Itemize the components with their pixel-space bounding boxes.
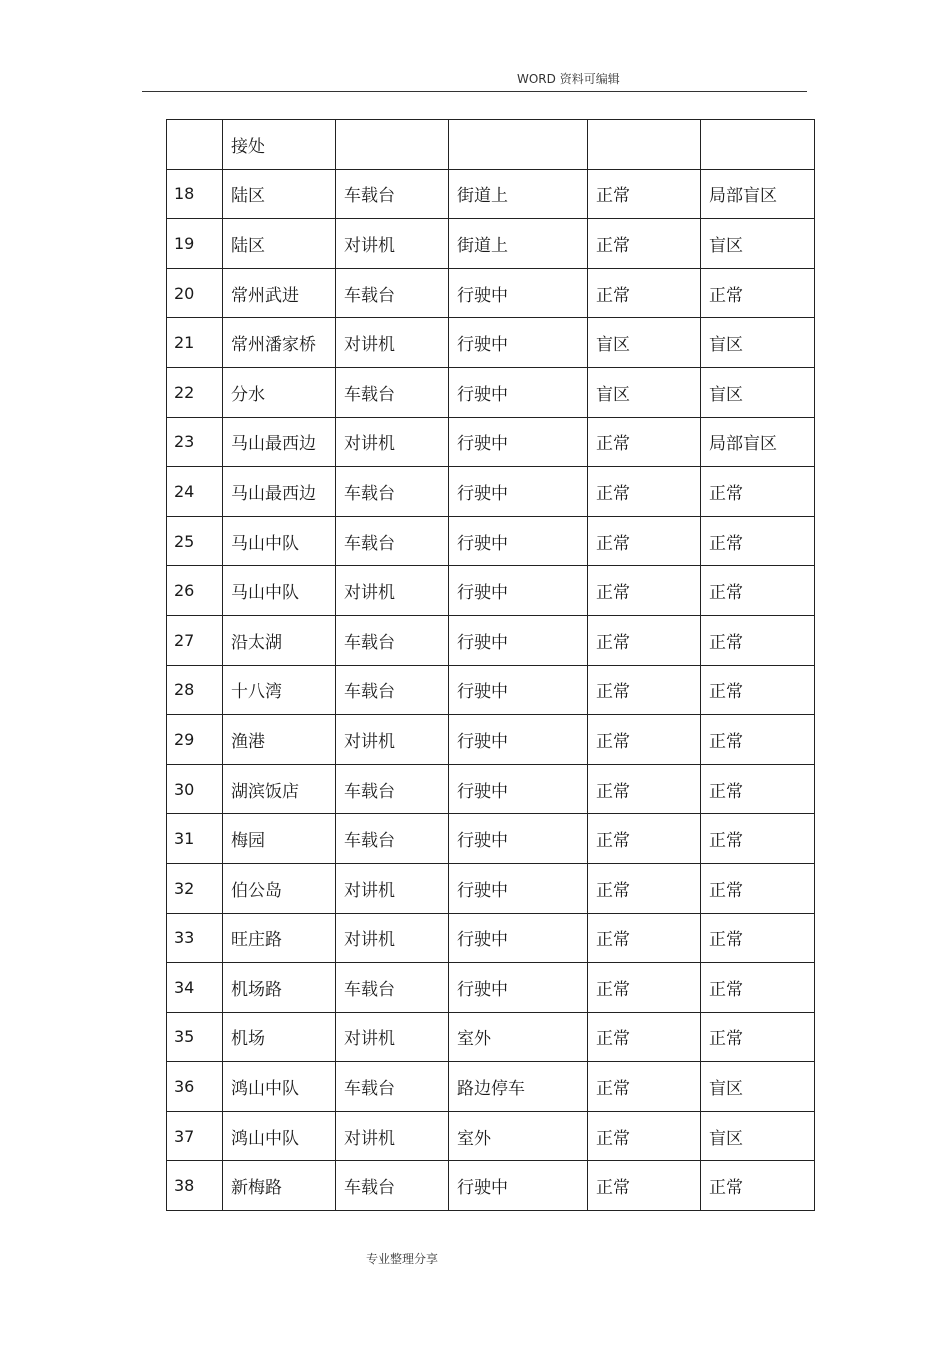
table-cell: 陆区: [223, 169, 336, 219]
table-cell: 行驶中: [449, 467, 588, 517]
row-number-cell: 22: [167, 367, 223, 417]
table-cell: 行驶中: [449, 566, 588, 616]
table-cell: 盲区: [701, 318, 815, 368]
row-number-cell: 34: [167, 963, 223, 1013]
table-cell: 车载台: [336, 1161, 449, 1211]
table-row: [167, 963, 815, 1013]
row-number-cell: 35: [167, 1012, 223, 1062]
table-cell: 正常: [701, 566, 815, 616]
table-cell: 车载台: [336, 169, 449, 219]
table-cell: 正常: [588, 1111, 701, 1161]
table-row: [167, 764, 815, 814]
table-cell: 车载台: [336, 764, 449, 814]
table-cell: 正常: [701, 913, 815, 963]
table-cell: 行驶中: [449, 963, 588, 1013]
row-number-cell: 29: [167, 715, 223, 765]
table-cell: 对讲机: [336, 1111, 449, 1161]
table-cell: 对讲机: [336, 1012, 449, 1062]
table-cell: 正常: [588, 863, 701, 913]
table-cell: 正常: [701, 615, 815, 665]
table-row: [167, 516, 815, 566]
table-cell: 行驶中: [449, 665, 588, 715]
table-cell: 行驶中: [449, 516, 588, 566]
table-cell: 行驶中: [449, 814, 588, 864]
table-cell: 街道上: [449, 169, 588, 219]
table-cell: 正常: [588, 665, 701, 715]
table-cell: 对讲机: [336, 318, 449, 368]
table-cell: 路边停车: [449, 1062, 588, 1112]
table-cell: 车载台: [336, 467, 449, 517]
table-cell: 行驶中: [449, 367, 588, 417]
table-cell: 行驶中: [449, 417, 588, 467]
table-cell: 正常: [588, 1161, 701, 1211]
row-number-cell: 37: [167, 1111, 223, 1161]
table-cell: 正常: [588, 615, 701, 665]
table-cell: 正常: [701, 467, 815, 517]
table-row: [167, 814, 815, 864]
table-cell: 室外: [449, 1111, 588, 1161]
table-row: [167, 1111, 815, 1161]
table-row: [167, 219, 815, 269]
table-cell: 盲区: [701, 219, 815, 269]
table-cell: 正常: [588, 268, 701, 318]
table-cell: 盲区: [588, 318, 701, 368]
table-row: [167, 1012, 815, 1062]
table-cell: 正常: [588, 417, 701, 467]
table-cell: 正常: [701, 268, 815, 318]
table-cell: [336, 120, 449, 170]
data-table: [166, 119, 815, 1211]
row-number-cell: 32: [167, 863, 223, 913]
row-number-cell: [167, 120, 223, 170]
table-cell: 正常: [588, 963, 701, 1013]
table-cell: 鸿山中队: [223, 1062, 336, 1112]
table-cell: 行驶中: [449, 1161, 588, 1211]
table-cell: 正常: [588, 1062, 701, 1112]
table-row: [167, 615, 815, 665]
table-cell: 正常: [588, 814, 701, 864]
table-cell: 梅园: [223, 814, 336, 864]
table-row: [167, 665, 815, 715]
row-number-cell: 27: [167, 615, 223, 665]
row-number-cell: 38: [167, 1161, 223, 1211]
table-cell: 正常: [701, 516, 815, 566]
table-cell: 正常: [588, 219, 701, 269]
table-cell: 局部盲区: [701, 417, 815, 467]
row-number-cell: 28: [167, 665, 223, 715]
table-row: [167, 367, 815, 417]
row-number-cell: 24: [167, 467, 223, 517]
table-row: [167, 715, 815, 765]
table-cell: 正常: [701, 1012, 815, 1062]
header-text: WORD 资料可编辑: [517, 72, 620, 86]
table-cell: 车载台: [336, 615, 449, 665]
table-cell: 接处: [223, 120, 336, 170]
table-cell: 行驶中: [449, 268, 588, 318]
table-cell: 正常: [588, 715, 701, 765]
table-cell: [701, 120, 815, 170]
row-number-cell: 36: [167, 1062, 223, 1112]
table-cell: 伯公岛: [223, 863, 336, 913]
table-cell: 正常: [701, 863, 815, 913]
table-cell: 正常: [701, 665, 815, 715]
table-cell: 对讲机: [336, 863, 449, 913]
table-cell: 正常: [588, 169, 701, 219]
row-number-cell: 18: [167, 169, 223, 219]
table-cell: 渔港: [223, 715, 336, 765]
table-cell: 马山最西边: [223, 467, 336, 517]
table-row: [167, 467, 815, 517]
row-number-cell: 21: [167, 318, 223, 368]
table-cell: 机场: [223, 1012, 336, 1062]
table-cell: [588, 120, 701, 170]
row-number-cell: 19: [167, 219, 223, 269]
row-number-cell: 23: [167, 417, 223, 467]
row-number-cell: 33: [167, 913, 223, 963]
table-cell: 对讲机: [336, 715, 449, 765]
table-row: [167, 268, 815, 318]
table-cell: 行驶中: [449, 615, 588, 665]
table-cell: 正常: [701, 963, 815, 1013]
row-number-cell: 25: [167, 516, 223, 566]
table-cell: 马山最西边: [223, 417, 336, 467]
table-cell: 正常: [701, 814, 815, 864]
page-footer: 专业整理分享: [366, 1252, 439, 1266]
table-cell: 局部盲区: [701, 169, 815, 219]
table-cell: 常州潘家桥: [223, 318, 336, 368]
table-cell: 车载台: [336, 665, 449, 715]
table-cell: 车载台: [336, 268, 449, 318]
table-cell: 正常: [701, 764, 815, 814]
table-cell: [449, 120, 588, 170]
table-cell: 正常: [701, 1161, 815, 1211]
table-cell: 盲区: [701, 367, 815, 417]
table-cell: 对讲机: [336, 219, 449, 269]
page-header: [142, 66, 807, 92]
table-cell: 对讲机: [336, 913, 449, 963]
row-number-cell: 20: [167, 268, 223, 318]
table-cell: 常州武进: [223, 268, 336, 318]
table-row: [167, 417, 815, 467]
table-row: [167, 913, 815, 963]
table-cell: 行驶中: [449, 764, 588, 814]
table-row: [167, 120, 815, 170]
table-cell: 街道上: [449, 219, 588, 269]
table-row: [167, 1062, 815, 1112]
table-cell: 行驶中: [449, 318, 588, 368]
row-number-cell: 31: [167, 814, 223, 864]
table-cell: 盲区: [701, 1062, 815, 1112]
table-row: [167, 566, 815, 616]
table-cell: 湖滨饭店: [223, 764, 336, 814]
row-number-cell: 26: [167, 566, 223, 616]
table-cell: 对讲机: [336, 417, 449, 467]
table-cell: 盲区: [701, 1111, 815, 1161]
table-cell: 正常: [701, 715, 815, 765]
table-cell: 马山中队: [223, 566, 336, 616]
table-cell: 新梅路: [223, 1161, 336, 1211]
table-cell: 正常: [588, 764, 701, 814]
row-number-cell: 30: [167, 764, 223, 814]
table-cell: 行驶中: [449, 913, 588, 963]
table-cell: 盲区: [588, 367, 701, 417]
table-cell: 车载台: [336, 1062, 449, 1112]
table-cell: 鸿山中队: [223, 1111, 336, 1161]
table-row: [167, 169, 815, 219]
table-cell: 室外: [449, 1012, 588, 1062]
table-cell: 车载台: [336, 367, 449, 417]
table-row: [167, 863, 815, 913]
table-cell: 车载台: [336, 516, 449, 566]
table-cell: 正常: [588, 566, 701, 616]
table-cell: 行驶中: [449, 715, 588, 765]
table-cell: 车载台: [336, 814, 449, 864]
table-cell: 沿太湖: [223, 615, 336, 665]
table-cell: 旺庄路: [223, 913, 336, 963]
table-cell: 对讲机: [336, 566, 449, 616]
table-cell: 正常: [588, 516, 701, 566]
table-cell: 分水: [223, 367, 336, 417]
table-row: [167, 318, 815, 368]
table-cell: 正常: [588, 1012, 701, 1062]
table-cell: 车载台: [336, 963, 449, 1013]
table-cell: 正常: [588, 467, 701, 517]
table-cell: 行驶中: [449, 863, 588, 913]
table-body: [167, 120, 815, 1211]
table-cell: 正常: [588, 913, 701, 963]
table-cell: 马山中队: [223, 516, 336, 566]
table-cell: 十八湾: [223, 665, 336, 715]
table-cell: 机场路: [223, 963, 336, 1013]
table-cell: 陆区: [223, 219, 336, 269]
table-row: [167, 1161, 815, 1211]
